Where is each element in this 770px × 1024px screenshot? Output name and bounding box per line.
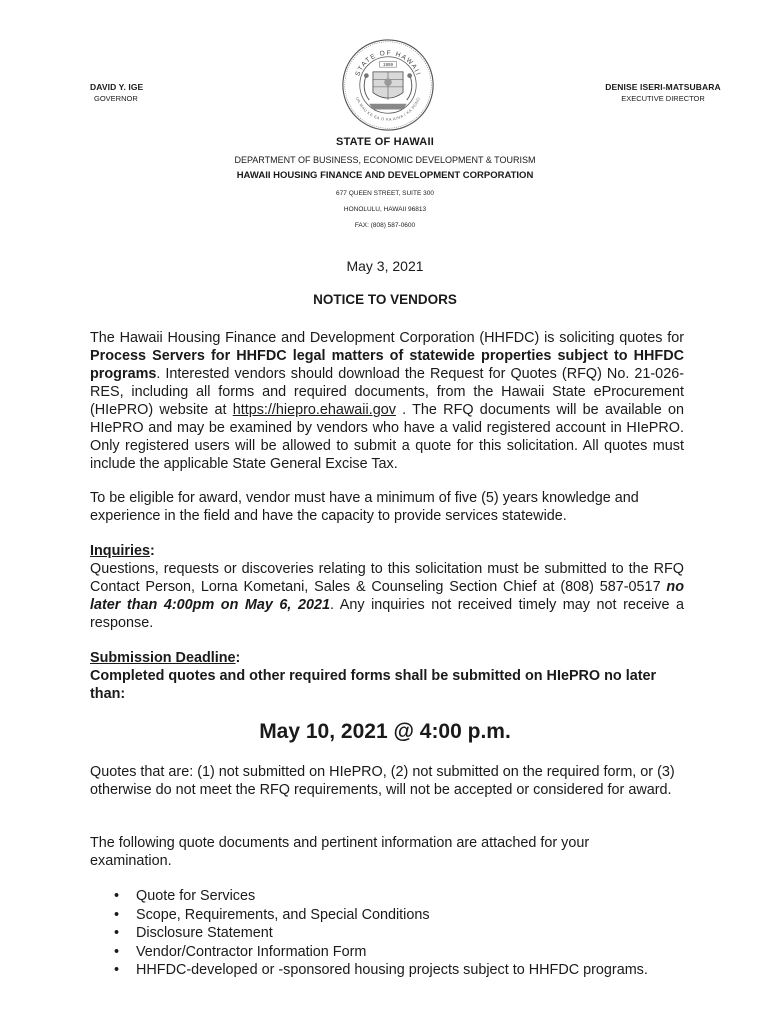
attachments-intro: The following quote documents and pertinent information are attached for your examination. bbox=[90, 835, 590, 869]
intro-text-1: The Hawaii Housing Finance and Development Corporation (HHFDC) is soliciting quotes for bbox=[90, 330, 684, 346]
list-item: • Disclosure Statement bbox=[110, 924, 648, 943]
service-title: Process Servers for HHFDC legal matters of statewide properties subject to HHFDC programs bbox=[90, 348, 684, 382]
submission-heading: Submission Deadline bbox=[90, 650, 236, 666]
director-block bbox=[588, 82, 738, 104]
agency-corporation: HAWAII HOUSING FINANCE AND DEVELOPMENT CORPORATION bbox=[236, 170, 534, 181]
agency-fax: FAX: (808) 587-0600 bbox=[354, 222, 416, 229]
eligibility-paragraph: To be eligible for award, vendor must have a minimum of five (5) years knowledge and experience in the field and have the capacity to provide services statewide. bbox=[90, 490, 639, 524]
agency-department: DEPARTMENT OF BUSINESS, ECONOMIC DEVELOPMENT & TOURISM bbox=[234, 155, 536, 165]
seal-ring-text: STATE OF HAWAII bbox=[354, 49, 422, 78]
intro-paragraph bbox=[90, 329, 684, 473]
inquiries-heading: Inquiries bbox=[90, 543, 150, 559]
inquiries-text-1: Questions, requests or discoveries relating to this solicitation must be submitted to the RFQ Contact Person, Lorna Kometani, Sales & Counseling Section Chief at (808) 587-0517 bbox=[90, 561, 684, 595]
agency-street: 677 QUEEN STREET, SUITE 300 bbox=[336, 190, 434, 197]
submission-text: Completed quotes and other required forms shall be submitted on HIePRO no later than: bbox=[90, 668, 657, 702]
list-item: • Quote for Services bbox=[110, 887, 648, 906]
inquiries-deadline: no later than 4:00pm on May 6, 2021 bbox=[90, 579, 684, 613]
submission-section bbox=[90, 649, 684, 703]
seal-motto-text: UA MAU KE EA O KA AINA I KA PONO bbox=[354, 96, 422, 122]
submission-colon: : bbox=[235, 650, 241, 666]
intro-text-2: . Interested vendors should download the Request for Quotes (RFQ) No. 21-026-RES, including all forms and required documents, from the Hawaii State eProcurement (HIePRO) website at bbox=[90, 366, 684, 418]
inquiries-colon: : bbox=[149, 543, 155, 559]
seal-year: 1959 bbox=[382, 62, 394, 68]
state-seal-icon bbox=[341, 38, 435, 132]
inquiries-section bbox=[90, 542, 684, 632]
list-item: • Vendor/Contractor Information Form bbox=[110, 943, 648, 962]
governor-title: GOVERNOR bbox=[94, 94, 138, 103]
governor-block bbox=[90, 82, 143, 104]
list-item: • HHFDC-developed or -sponsored housing projects subject to HHFDC programs. bbox=[110, 961, 648, 980]
director-title: EXECUTIVE DIRECTOR bbox=[621, 94, 705, 103]
agency-city: HONOLULU, HAWAII 96813 bbox=[343, 206, 427, 213]
hiepro-link[interactable]: https://hiepro.ehawaii.gov bbox=[232, 402, 396, 418]
list-item: • Scope, Requirements, and Special Conditions bbox=[110, 906, 648, 925]
agency-state: STATE OF HAWAII bbox=[336, 136, 434, 148]
submission-deadline: May 10, 2021 @ 4:00 p.m. bbox=[259, 720, 511, 743]
agency-letterhead bbox=[0, 136, 770, 238]
notice-date: May 3, 2021 bbox=[346, 258, 424, 274]
inquiries-text-2: . Any inquiries not received timely may not receive a response. bbox=[90, 597, 685, 631]
notice-title: NOTICE TO VENDORS bbox=[313, 292, 457, 307]
director-name: DENISE ISERI-MATSUBARA bbox=[605, 82, 721, 92]
intro-text-3: . The RFQ documents will be available on HIePRO and may be examined by vendors who have a valid registered account in HIePRO. Only registered users will be allowed to submit a quote for this solicitation. All quotes must include the applicable State General Excise Tax. bbox=[90, 402, 684, 472]
rejection-paragraph: Quotes that are: (1) not submitted on HIePRO, (2) not submitted on the required form, or (3) otherwise do not meet the RFQ requirements, will not be accepted or considered for award. bbox=[90, 764, 675, 798]
attachments-list bbox=[110, 887, 648, 980]
governor-name: DAVID Y. IGE bbox=[90, 82, 144, 92]
